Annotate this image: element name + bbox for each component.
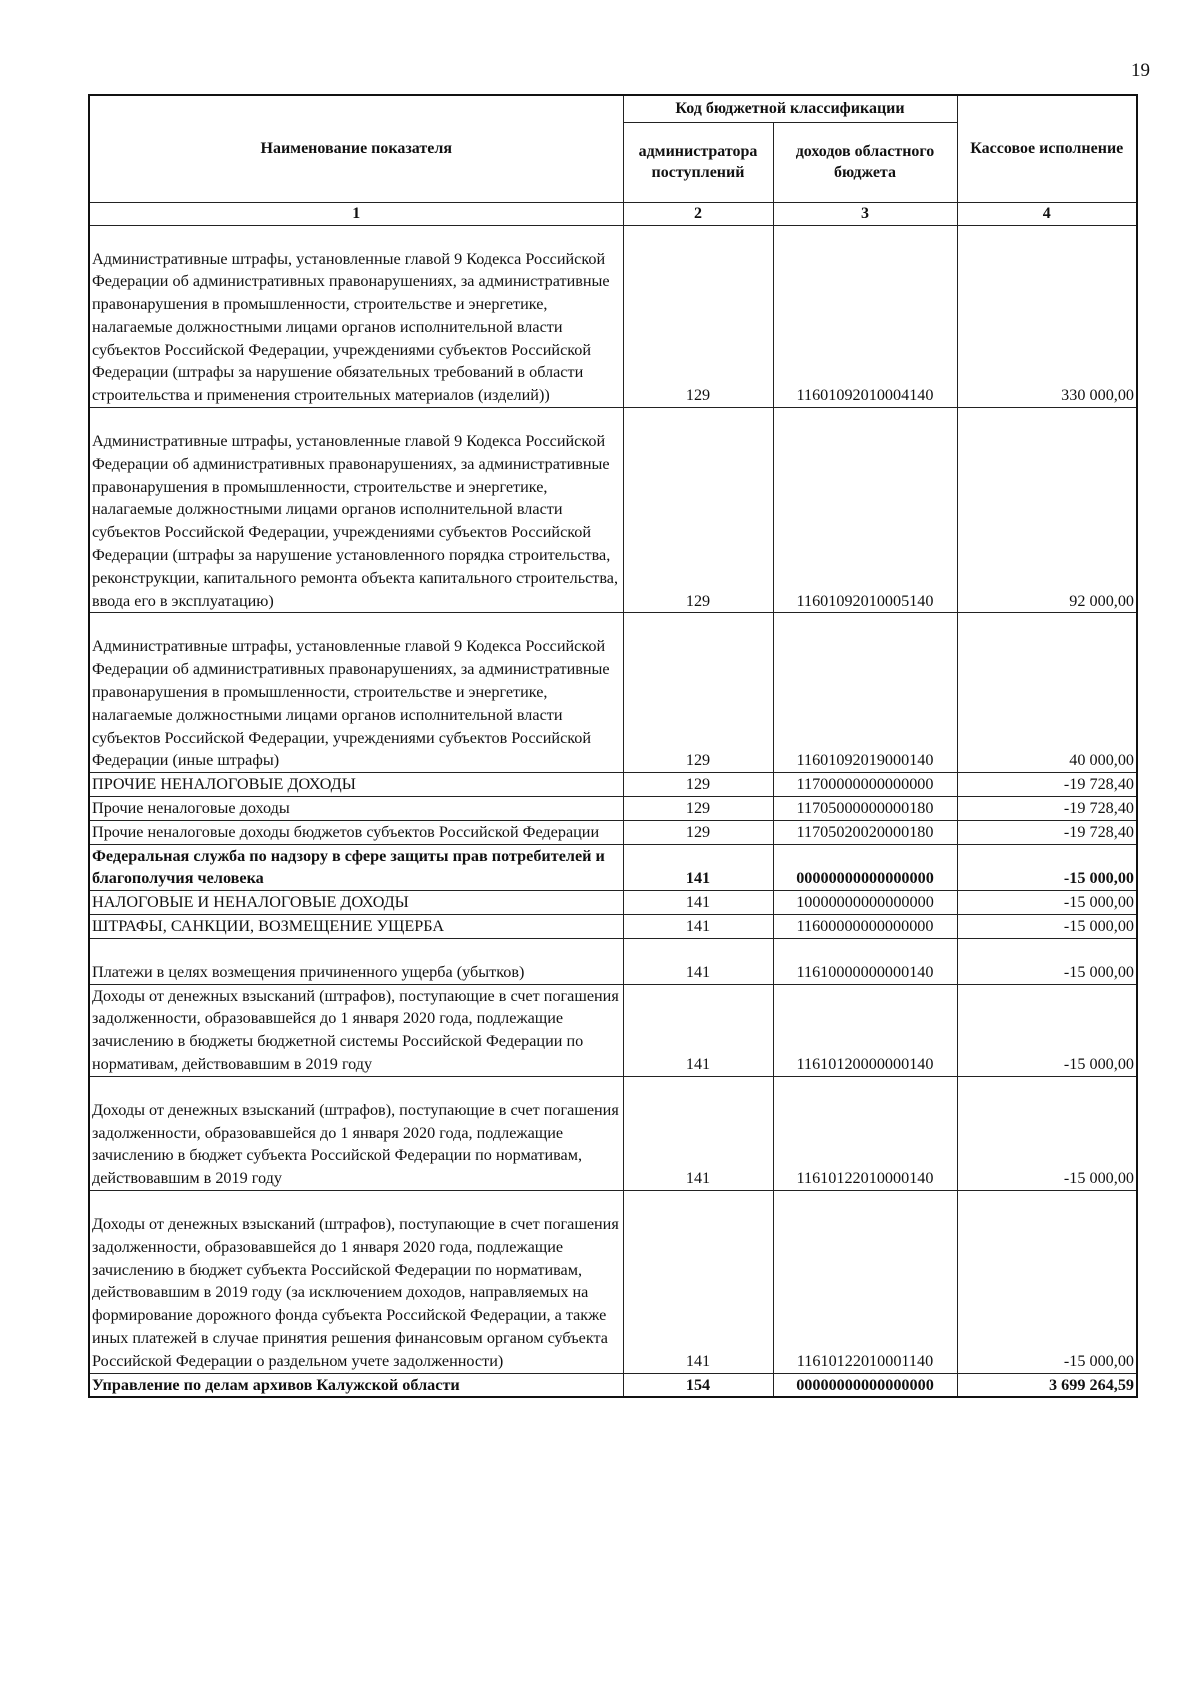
row-name: Административные штрафы, установленные главой 9 Кодекса Российской Федерации об административных правонарушениях, за административные правонарушения в промышленности, строительстве и энергетике, налагаемые должностными лицами органов исполнительной власти субъектов Российской Федерации, учреждениями субъектов Российской Федерации (иные штрафы) [89,613,623,773]
row-amount: 92 000,00 [957,408,1137,613]
row-administrator-code: 129 [623,408,773,613]
row-name: Платежи в целях возмещения причиненного ущерба (убытков) [89,938,623,984]
row-administrator-code: 129 [623,773,773,797]
row-name: Административные штрафы, установленные главой 9 Кодекса Российской Федерации об административных правонарушениях, за административные правонарушения в промышленности, строительстве и энергетике, налагаемые должностными лицами органов исполнительной власти субъектов Российской Федерации, учреждениями субъектов Российской Федерации (штрафы за нарушение установленного порядка строительства, реконструкции, капитального ремонта объекта капитального строительства, ввода его в эксплуатацию) [89,408,623,613]
row-administrator-code: 154 [623,1373,773,1397]
table-row [89,1076,1137,1190]
row-amount: -15 000,00 [957,844,1137,891]
row-name: Управление по делам архивов Калужской области [89,1373,623,1397]
table-row [89,915,1137,939]
row-administrator-code: 141 [623,1190,773,1373]
row-amount: -19 728,40 [957,820,1137,844]
row-income-code: 00000000000000000 [773,844,957,891]
row-name: ПРОЧИЕ НЕНАЛОГОВЫЕ ДОХОДЫ [89,773,623,797]
row-administrator-code: 141 [623,915,773,939]
row-income-code: 00000000000000000 [773,1373,957,1397]
row-income-code: 11600000000000000 [773,915,957,939]
row-amount: -15 000,00 [957,1076,1137,1190]
row-administrator-code: 141 [623,844,773,891]
budget-execution-table [88,94,1138,1398]
row-name: Федеральная служба по надзору в сфере защиты прав потребителей и благополучия человека [89,844,623,891]
row-name: Доходы от денежных взысканий (штрафов), поступающие в счет погашения задолженности, образовавшейся до 1 января 2020 года, подлежащие зачислению в бюджеты бюджетной системы Российской Федерации по нормативам, действовавшим в 2019 году [89,984,623,1076]
table-row [89,844,1137,891]
row-income-code: 11610122010001140 [773,1190,957,1373]
row-amount: 40 000,00 [957,613,1137,773]
table-row [89,225,1137,408]
row-amount: -15 000,00 [957,984,1137,1076]
row-name: НАЛОГОВЫЕ И НЕНАЛОГОВЫЕ ДОХОДЫ [89,891,623,915]
row-administrator-code: 129 [623,225,773,408]
row-amount: -15 000,00 [957,938,1137,984]
row-name: Прочие неналоговые доходы бюджетов субъектов Российской Федерации [89,820,623,844]
row-income-code: 11610120000000140 [773,984,957,1076]
table-row [89,408,1137,613]
table-body [89,225,1137,1397]
row-income-code: 11610122010000140 [773,1076,957,1190]
row-income-code: 11705020020000180 [773,820,957,844]
row-name: Административные штрафы, установленные главой 9 Кодекса Российской Федерации об административных правонарушениях, за административные правонарушения в промышленности, строительстве и энергетике, налагаемые должностными лицами органов исполнительной власти субъектов Российской Федерации, учреждениями субъектов Российской Федерации (штрафы за нарушение обязательных требований в области строительства и применения строительных материалов (изделий)) [89,225,623,408]
column-number: 3 [773,202,957,225]
header-administrator-code: администратора поступлений [623,122,773,202]
table-row [89,984,1137,1076]
row-name: ШТРАФЫ, САНКЦИИ, ВОЗМЕЩЕНИЕ УЩЕРБА [89,915,623,939]
row-administrator-code: 141 [623,938,773,984]
row-income-code: 10000000000000000 [773,891,957,915]
table-row [89,797,1137,821]
row-amount: -19 728,40 [957,797,1137,821]
header-income-code: доходов областного бюджета [773,122,957,202]
row-income-code: 11700000000000000 [773,773,957,797]
row-administrator-code: 129 [623,613,773,773]
header-cash-execution: Кассовое исполнение [957,95,1137,202]
row-income-code: 11705000000000180 [773,797,957,821]
row-name: Доходы от денежных взысканий (штрафов), поступающие в счет погашения задолженности, образовавшейся до 1 января 2020 года, подлежащие зачислению в бюджет субъекта Российской Федерации по нормативам, действовавшим в 2019 году [89,1076,623,1190]
row-administrator-code: 129 [623,820,773,844]
row-amount: -15 000,00 [957,891,1137,915]
table-row [89,1190,1137,1373]
row-administrator-code: 141 [623,1076,773,1190]
row-income-code: 11601092010005140 [773,408,957,613]
column-number: 4 [957,202,1137,225]
row-name: Доходы от денежных взысканий (штрафов), поступающие в счет погашения задолженности, образовавшейся до 1 января 2020 года, подлежащие зачислению в бюджет субъекта Российской Федерации по нормативам, действовавшим в 2019 году (за исключением доходов, направляемых на формирование дорожного фонда субъекта Российской Федерации, а также иных платежей в случае принятия решения финансовым органом субъекта Российской Федерации о раздельном учете задолженности) [89,1190,623,1373]
row-name: Прочие неналоговые доходы [89,797,623,821]
row-income-code: 11610000000000140 [773,938,957,984]
row-income-code: 11601092019000140 [773,613,957,773]
row-administrator-code: 141 [623,891,773,915]
row-amount: -15 000,00 [957,915,1137,939]
row-amount: 3 699 264,59 [957,1373,1137,1397]
row-amount: -19 728,40 [957,773,1137,797]
row-administrator-code: 129 [623,797,773,821]
column-number: 2 [623,202,773,225]
table-row [89,1373,1137,1397]
table-row [89,773,1137,797]
row-amount: -15 000,00 [957,1190,1137,1373]
row-income-code: 11601092010004140 [773,225,957,408]
table-row [89,891,1137,915]
row-administrator-code: 141 [623,984,773,1076]
header-budget-classification-code: Код бюджетной классификации [623,95,957,122]
row-amount: 330 000,00 [957,225,1137,408]
column-number: 1 [89,202,623,225]
table-row [89,938,1137,984]
page-number: 19 [1131,60,1150,81]
table-row [89,820,1137,844]
header-indicator-name: Наименование показателя [89,95,623,202]
table-row [89,613,1137,773]
